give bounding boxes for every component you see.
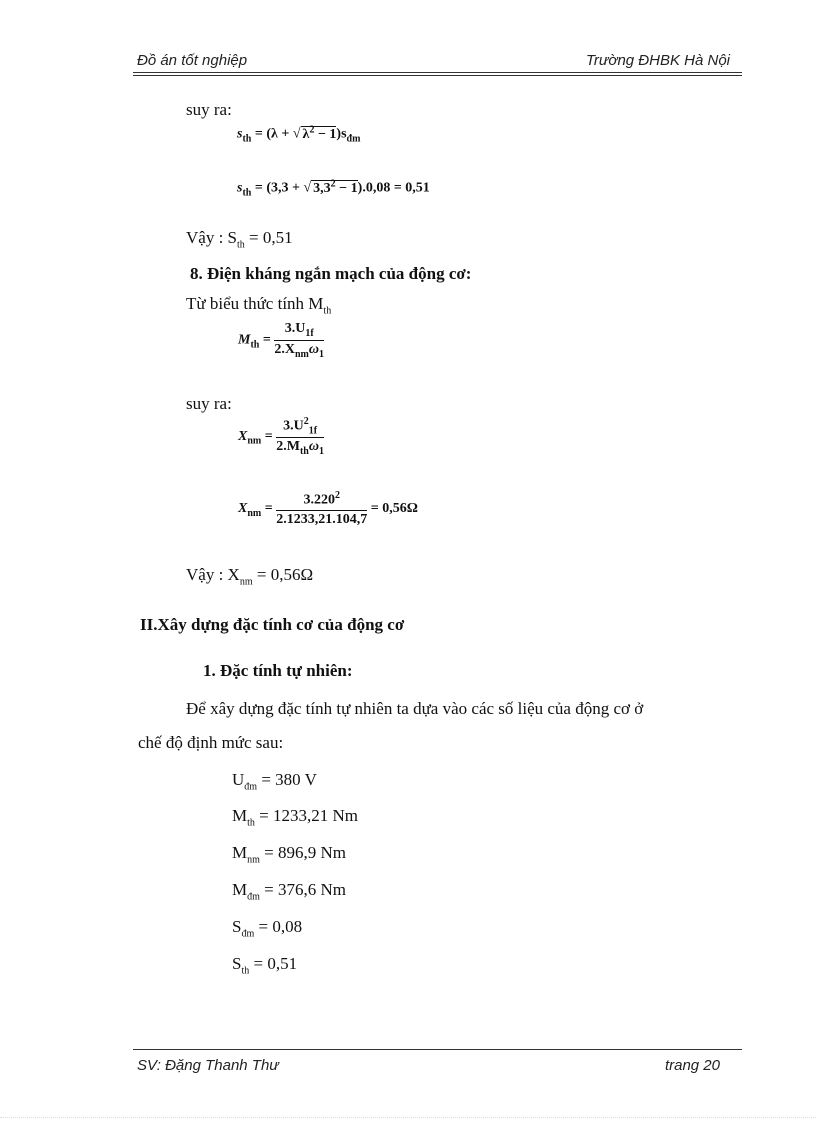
eq5-num-sup: 2 [334, 490, 340, 501]
equation-sth-value: $s_{th} = (3,3$ + √ $3,3^2 - 1).0,08 = 0,51$ [237, 178, 430, 199]
eq2-rhs-a: = (3,3 + [251, 180, 304, 196]
header-title-left: Đồ án tốt nghiệp [137, 52, 248, 69]
eq3-num: 3.U [284, 321, 306, 336]
eq4-num-sup: 2 [303, 416, 309, 427]
footer-author: SV: Đặng Thanh Thư [137, 1057, 279, 1074]
eq2-rhs-b: ).0,08 = 0,51 [357, 180, 430, 196]
paragraph-line-2: chế độ định mức sau: [138, 733, 284, 752]
eq4-fraction [276, 416, 324, 457]
section-8-heading: 8. Điện kháng ngắn mạch của động cơ: [190, 264, 472, 283]
from-expression-prefix: Từ biểu thức tính M [186, 294, 324, 313]
eq3-den-tail-sub: 1 [319, 348, 324, 360]
param-sdm [232, 917, 302, 939]
eq1-rad-rest: − 1 [314, 126, 337, 142]
eq4-num-sub: 1f [308, 425, 318, 437]
header-rule [133, 72, 742, 76]
eq2-rad-exp: 2 [330, 178, 336, 189]
eq4-den-sub: th [299, 446, 309, 458]
eq3-fraction [274, 321, 324, 360]
eq5-num: 3.220 [303, 492, 335, 508]
conclusion-xnm-sub: nm [239, 576, 253, 588]
conclusion-sth-value: = 0,51 [244, 228, 293, 247]
eq1-rad-exp: 2 [309, 124, 315, 135]
header-title-right: Trường ĐHBK Hà Nội [585, 52, 730, 69]
param-udm [232, 770, 317, 792]
conclusion-sth [186, 228, 293, 250]
eq1-rhs-a: = (λ + [251, 126, 293, 142]
eq5-lhs: X [238, 501, 248, 517]
eq3-den: 2.X [274, 341, 295, 357]
param-value: = 376,6 Nm [259, 880, 346, 899]
param-symbol: M [232, 806, 248, 825]
param-value: = 0,08 [254, 917, 303, 936]
param-mth [232, 806, 358, 828]
eq1-rhs-b: )s [336, 126, 347, 142]
suy-ra-text-2: suy ra: [186, 394, 232, 413]
from-expression-sub: th [323, 305, 332, 317]
eq5-fraction [276, 490, 367, 528]
param-sub: đm [244, 781, 258, 793]
param-symbol: M [232, 843, 248, 862]
param-sub: nm [247, 854, 260, 866]
param-symbol: M [232, 880, 248, 899]
param-sub: th [241, 965, 250, 977]
eq3-den-sub: nm [294, 348, 309, 360]
eq5-result: = 0,56Ω [367, 501, 418, 517]
equation-mth: $M_{th}$ = $\frac{3.U_{1f}}{2.X_{nm}\omega_1}$ [238, 321, 324, 360]
equation-xnm-formula: $X_{nm}$ = $\frac{3.U^2_{1f}}{2.M_{th}\omega_1}$ [238, 416, 324, 458]
conclusion-xnm [186, 565, 313, 587]
equation-sth-formula: $s_{th} = (\lambda$ + √ $\lambda^2 - 1)s_{đm}$ [237, 124, 361, 145]
eq1-rad: λ [302, 126, 310, 142]
param-sub: đm [241, 928, 255, 940]
eq4-den-tail: ω [308, 439, 319, 455]
eq4-lhs-sub: nm [247, 435, 262, 447]
param-value: = 1233,21 Nm [254, 806, 358, 825]
conclusion-xnm-value: = 0,56Ω [252, 565, 314, 584]
param-mnm [232, 843, 346, 865]
param-sub: đm [247, 891, 260, 903]
footer-rule [133, 1049, 742, 1050]
paragraph-line-1: Để xây dựng đặc tính tự nhiên ta dựa vào các số liệu của động cơ ở [186, 699, 644, 718]
eq3-den-tail: ω [308, 341, 319, 357]
param-symbol: S [232, 954, 242, 973]
eq3-lhs: M [238, 332, 251, 348]
eq3-num-sub: 1f [305, 327, 314, 339]
eq4-lhs: X [238, 428, 248, 444]
param-value: = 380 V [257, 770, 317, 789]
param-value: = 0,51 [249, 954, 298, 973]
suy-ra-text-1: suy ra: [186, 100, 232, 119]
eq1-lhs: s [237, 126, 243, 142]
param-symbol: S [232, 917, 242, 936]
eq3-lhs-sub: th [250, 339, 260, 351]
param-mdm [232, 880, 346, 902]
param-symbol: U [232, 770, 245, 789]
eq4-den: 2.M [276, 439, 300, 455]
eq4-num: 3.U [283, 418, 304, 434]
eq2-lhs-sub: th [242, 187, 252, 199]
eq1-rhs-sub: đm [346, 133, 361, 145]
param-sth [232, 954, 297, 976]
page-number: trang 20 [664, 1057, 720, 1074]
eq5-den: 2.1233,21.104,7 [276, 511, 368, 527]
equation-xnm-value: $X_{nm}$ = $\frac{3.220^2}{2.1233,21.104,7}$ = 0,56Ω [238, 490, 418, 527]
eq1-lhs-sub: th [242, 133, 252, 145]
eq4-den-tail-sub: 1 [318, 446, 324, 458]
subsection-1-heading: 1. Đặc tính tự nhiên: [203, 661, 353, 680]
eq2-rad-rest: − 1 [335, 180, 358, 196]
eq2-rad: 3,3 [313, 180, 331, 196]
param-sub: th [247, 817, 255, 829]
param-value: = 896,9 Nm [259, 843, 346, 862]
page-edge-divider [0, 1117, 816, 1118]
conclusion-sth-prefix: Vậy : S [186, 228, 237, 247]
conclusion-xnm-prefix: Vậy : X [186, 565, 240, 584]
from-expression-text [186, 294, 331, 316]
conclusion-sth-sub: th [237, 239, 245, 251]
section-II-heading: II.Xây dựng đặc tính cơ của động cơ [140, 615, 405, 634]
eq5-lhs-sub: nm [247, 507, 262, 519]
eq2-lhs: s [237, 180, 243, 196]
